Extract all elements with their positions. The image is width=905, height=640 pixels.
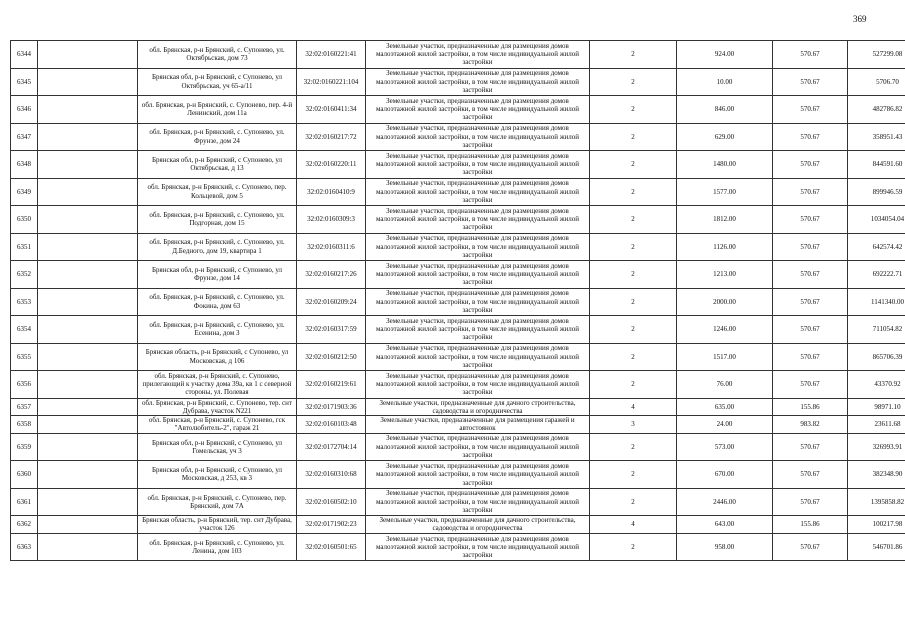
area-cell: 573.00 (677, 433, 773, 461)
cadastral-number-cell: 32:02:0160501:65 (297, 533, 366, 561)
rate-cell: 570.67 (773, 123, 848, 151)
blank-cell (38, 288, 138, 316)
land-use-cell: Земельные участки, предназначенные для размещения домов малоэтажной жилой застройки, в том числе индивидуальной жилой застройки (366, 533, 590, 561)
table-row (11, 343, 905, 371)
cadastral-value-cell: 43370.92 (848, 371, 905, 399)
area-cell: 958.00 (677, 533, 773, 561)
address-cell: Брянская область, р-н Брянский, с Супонево, ул Московская, д 106 (138, 343, 297, 371)
rate-cell: 570.67 (773, 178, 848, 206)
cadastral-number-cell: 32:02:0160221:104 (297, 68, 366, 96)
blank-cell (38, 398, 138, 416)
rate-cell: 570.67 (773, 371, 848, 399)
row-number: 6356 (11, 371, 38, 399)
group-code-cell: 4 (590, 516, 677, 534)
cadastral-number-cell: 32:02:0171903:36 (297, 398, 366, 416)
row-number: 6347 (11, 123, 38, 151)
row-number: 6362 (11, 516, 38, 534)
rate-cell: 155.86 (773, 516, 848, 534)
blank-cell (38, 533, 138, 561)
blank-cell (38, 461, 138, 489)
area-cell: 1517.00 (677, 343, 773, 371)
table-row (11, 398, 905, 416)
table-row (11, 68, 905, 96)
table-row (11, 371, 905, 399)
blank-cell (38, 371, 138, 399)
table-row (11, 416, 905, 434)
cadastral-number-cell: 32:02:0160217:72 (297, 123, 366, 151)
land-use-cell: Земельные участки, предназначенные для размещения домов малоэтажной жилой застройки, в том числе индивидуальной жилой застройки (366, 41, 590, 69)
cadastral-value-cell: 482786.82 (848, 96, 905, 124)
rate-cell: 570.67 (773, 533, 848, 561)
address-cell: обл. Брянская, р-н Брянский, с. Супонево, ул. Фокина, дом 63 (138, 288, 297, 316)
address-cell: обл. Брянская, р-н Брянский, с. Супонево, ул. Есенина, дом 3 (138, 316, 297, 344)
address-cell: обл. Брянская, р-н Брянский, с. Супонево, ул. Д.Бедного, дом 19, квартира 1 (138, 233, 297, 261)
table-row (11, 488, 905, 516)
cadastral-value-cell: 326993.91 (848, 433, 905, 461)
row-number: 6358 (11, 416, 38, 434)
area-cell: 1812.00 (677, 206, 773, 234)
row-number: 6353 (11, 288, 38, 316)
group-code-cell: 4 (590, 398, 677, 416)
group-code-cell: 3 (590, 416, 677, 434)
group-code-cell: 2 (590, 533, 677, 561)
cadastral-value-cell: 1395858.82 (848, 488, 905, 516)
cadastral-value-cell: 527299.08 (848, 41, 905, 69)
cadastral-value-cell: 642574.42 (848, 233, 905, 261)
rate-cell: 570.67 (773, 433, 848, 461)
area-cell: 1577.00 (677, 178, 773, 206)
land-use-cell: Земельные участки, предназначенные для размещения домов малоэтажной жилой застройки, в том числе индивидуальной жилой застройки (366, 178, 590, 206)
address-cell: Брянская обл, р-н Брянский, с Супонево, ул Октябрьская, д 13 (138, 151, 297, 179)
land-use-cell: Земельные участки, предназначенные для размещения гаражей и автостоянок (366, 416, 590, 434)
table-row (11, 123, 905, 151)
cadastral-value-cell: 382348.90 (848, 461, 905, 489)
table-row (11, 41, 905, 69)
blank-cell (38, 41, 138, 69)
blank-cell (38, 488, 138, 516)
group-code-cell: 2 (590, 206, 677, 234)
blank-cell (38, 206, 138, 234)
rate-cell: 570.67 (773, 343, 848, 371)
group-code-cell: 2 (590, 68, 677, 96)
cadastral-value-cell: 844591.60 (848, 151, 905, 179)
area-cell: 1213.00 (677, 261, 773, 289)
group-code-cell: 2 (590, 233, 677, 261)
blank-cell (38, 433, 138, 461)
blank-cell (38, 233, 138, 261)
cadastral-number-cell: 32:02:0160209:24 (297, 288, 366, 316)
table-row (11, 96, 905, 124)
cadastral-number-cell: 32:02:0160219:61 (297, 371, 366, 399)
group-code-cell: 2 (590, 433, 677, 461)
address-cell: Брянская область, р-н Брянский, тер. снт Дубрава, участок 126 (138, 516, 297, 534)
cadastral-value-cell: 899946.59 (848, 178, 905, 206)
group-code-cell: 2 (590, 261, 677, 289)
cadastral-number-cell: 32:02:0160221:41 (297, 41, 366, 69)
address-cell: обл. Брянская, р-н Брянский, с. Супонево, гск "Автолюбитель-2", гараж 21 (138, 416, 297, 434)
address-cell: обл. Брянская, р-н Брянский, с. Супонево, тер. снт Дубрава, участок N221 (138, 398, 297, 416)
rate-cell: 570.67 (773, 41, 848, 69)
row-number: 6363 (11, 533, 38, 561)
table-row (11, 316, 905, 344)
cadastral-value-cell: 5706.70 (848, 68, 905, 96)
area-cell: 924.00 (677, 41, 773, 69)
table-row (11, 461, 905, 489)
cadastral-value-cell: 711054.82 (848, 316, 905, 344)
land-use-cell: Земельные участки, предназначенные для размещения домов малоэтажной жилой застройки, в том числе индивидуальной жилой застройки (366, 343, 590, 371)
row-number: 6348 (11, 151, 38, 179)
cadastral-value-cell: 100217.98 (848, 516, 905, 534)
rate-cell: 570.67 (773, 316, 848, 344)
blank-cell (38, 178, 138, 206)
cadastral-value-cell: 865706.39 (848, 343, 905, 371)
address-cell: Брянская обл, р-н Брянский, с Супонево, ул Московская, д 253, кв 3 (138, 461, 297, 489)
area-cell: 1480.00 (677, 151, 773, 179)
group-code-cell: 2 (590, 178, 677, 206)
table-row (11, 151, 905, 179)
row-number: 6349 (11, 178, 38, 206)
cadastral-value-cell: 23611.68 (848, 416, 905, 434)
rate-cell: 983.82 (773, 416, 848, 434)
blank-cell (38, 123, 138, 151)
group-code-cell: 2 (590, 343, 677, 371)
group-code-cell: 2 (590, 96, 677, 124)
cadastral-value-cell: 358951.43 (848, 123, 905, 151)
blank-cell (38, 416, 138, 434)
row-number: 6346 (11, 96, 38, 124)
cadastral-number-cell: 32:02:0160309:3 (297, 206, 366, 234)
cadastral-number-cell: 32:02:0171902:23 (297, 516, 366, 534)
cadastral-number-cell: 32:02:0160310:68 (297, 461, 366, 489)
row-number: 6351 (11, 233, 38, 261)
rate-cell: 570.67 (773, 96, 848, 124)
row-number: 6354 (11, 316, 38, 344)
address-cell: обл. Брянская, р-н Брянский, с. Супонево, ул. Подгорная, дом 15 (138, 206, 297, 234)
rate-cell: 570.67 (773, 461, 848, 489)
address-cell: обл. Брянская, р-н Брянский, с. Супонево, пер. Брянский, дом 7А (138, 488, 297, 516)
address-cell: обл. Брянская, р-н Брянский, с. Супонево, ул. Октябрьская, дом 73 (138, 41, 297, 69)
table-row (11, 433, 905, 461)
table-row (11, 533, 905, 561)
group-code-cell: 2 (590, 461, 677, 489)
land-use-cell: Земельные участки, предназначенные для размещения домов малоэтажной жилой застройки, в том числе индивидуальной жилой застройки (366, 488, 590, 516)
address-cell: Брянская обл, р-н Брянский, с Супонево, ул Фрунзе, дом 14 (138, 261, 297, 289)
blank-cell (38, 96, 138, 124)
rate-cell: 570.67 (773, 151, 848, 179)
cadastral-number-cell: 32:02:0160410:9 (297, 178, 366, 206)
area-cell: 846.00 (677, 96, 773, 124)
page-number: 369 (853, 14, 867, 24)
cadastral-number-cell: 32:02:0160317:59 (297, 316, 366, 344)
area-cell: 2000.00 (677, 288, 773, 316)
rate-cell: 570.67 (773, 233, 848, 261)
table-row (11, 261, 905, 289)
group-code-cell: 2 (590, 316, 677, 344)
group-code-cell: 2 (590, 123, 677, 151)
rate-cell: 570.67 (773, 68, 848, 96)
table-row (11, 288, 905, 316)
group-code-cell: 2 (590, 151, 677, 179)
cadastral-number-cell: 32:02:0160411:34 (297, 96, 366, 124)
rate-cell: 570.67 (773, 206, 848, 234)
cadastral-number-cell: 32:02:0160212:50 (297, 343, 366, 371)
blank-cell (38, 261, 138, 289)
land-use-cell: Земельные участки, предназначенные для размещения домов малоэтажной жилой застройки, в том числе индивидуальной жилой застройки (366, 68, 590, 96)
row-number: 6352 (11, 261, 38, 289)
address-cell: обл. Брянская, р-н Брянский, с. Супонево, прилегающий к участку дома 39а, кв 1 с северной стороны, ул. Полевая (138, 371, 297, 399)
area-cell: 76.00 (677, 371, 773, 399)
rate-cell: 570.67 (773, 288, 848, 316)
table-body (11, 41, 905, 561)
cadastral-number-cell: 32:02:0160217:26 (297, 261, 366, 289)
address-cell: Брянская обл, р-н Брянский, с Супонево, ул Октябрьская, уч 65-а/11 (138, 68, 297, 96)
area-cell: 635.00 (677, 398, 773, 416)
address-cell: обл. Брянская, р-н Брянский, с. Супонево, ул. Фрунзе, дом 24 (138, 123, 297, 151)
address-cell: обл. Брянская, р-н Брянский, с. Супонево, ул. Ленина, дом 103 (138, 533, 297, 561)
land-registry-table (10, 40, 905, 561)
area-cell: 2446.00 (677, 488, 773, 516)
row-number: 6359 (11, 433, 38, 461)
area-cell: 24.00 (677, 416, 773, 434)
land-use-cell: Земельные участки, предназначенные для размещения домов малоэтажной жилой застройки, в том числе индивидуальной жилой застройки (366, 461, 590, 489)
row-number: 6361 (11, 488, 38, 516)
rate-cell: 570.67 (773, 488, 848, 516)
table-row (11, 206, 905, 234)
blank-cell (38, 343, 138, 371)
land-use-cell: Земельные участки, предназначенные для размещения домов малоэтажной жилой застройки, в том числе индивидуальной жилой застройки (366, 316, 590, 344)
land-use-cell: Земельные участки, предназначенные для размещения домов малоэтажной жилой застройки, в том числе индивидуальной жилой застройки (366, 371, 590, 399)
land-use-cell: Земельные участки, предназначенные для размещения домов малоэтажной жилой застройки, в том числе индивидуальной жилой застройки (366, 288, 590, 316)
land-use-cell: Земельные участки, предназначенные для дачного строительства, садоводства и огородничества (366, 398, 590, 416)
land-use-cell: Земельные участки, предназначенные для размещения домов малоэтажной жилой застройки, в том числе индивидуальной жилой застройки (366, 206, 590, 234)
area-cell: 1126.00 (677, 233, 773, 261)
area-cell: 10.00 (677, 68, 773, 96)
land-use-cell: Земельные участки, предназначенные для размещения домов малоэтажной жилой застройки, в том числе индивидуальной жилой застройки (366, 151, 590, 179)
cadastral-number-cell: 32:02:0172704:14 (297, 433, 366, 461)
rate-cell: 155.86 (773, 398, 848, 416)
land-use-cell: Земельные участки, предназначенные для размещения домов малоэтажной жилой застройки, в том числе индивидуальной жилой застройки (366, 123, 590, 151)
area-cell: 670.00 (677, 461, 773, 489)
row-number: 6350 (11, 206, 38, 234)
land-use-cell: Земельные участки, предназначенные для дачного строительства, садоводства и огородничества (366, 516, 590, 534)
row-number: 6360 (11, 461, 38, 489)
area-cell: 1246.00 (677, 316, 773, 344)
group-code-cell: 2 (590, 41, 677, 69)
blank-cell (38, 516, 138, 534)
blank-cell (38, 151, 138, 179)
blank-cell (38, 68, 138, 96)
row-number: 6357 (11, 398, 38, 416)
land-use-cell: Земельные участки, предназначенные для размещения домов малоэтажной жилой застройки, в том числе индивидуальной жилой застройки (366, 233, 590, 261)
cadastral-number-cell: 32:02:0160502:10 (297, 488, 366, 516)
rate-cell: 570.67 (773, 261, 848, 289)
group-code-cell: 2 (590, 288, 677, 316)
blank-cell (38, 316, 138, 344)
table-row (11, 178, 905, 206)
group-code-cell: 2 (590, 488, 677, 516)
land-use-cell: Земельные участки, предназначенные для размещения домов малоэтажной жилой застройки, в том числе индивидуальной жилой застройки (366, 96, 590, 124)
cadastral-value-cell: 1141340.00 (848, 288, 905, 316)
cadastral-value-cell: 98971.10 (848, 398, 905, 416)
group-code-cell: 2 (590, 371, 677, 399)
land-use-cell: Земельные участки, предназначенные для размещения домов малоэтажной жилой застройки, в том числе индивидуальной жилой застройки (366, 261, 590, 289)
row-number: 6345 (11, 68, 38, 96)
cadastral-value-cell: 692222.71 (848, 261, 905, 289)
cadastral-value-cell: 546701.86 (848, 533, 905, 561)
address-cell: Брянская обл, р-н Брянский, с Супонево, ул Гомельская, уч 3 (138, 433, 297, 461)
area-cell: 629.00 (677, 123, 773, 151)
table-row (11, 233, 905, 261)
table-row (11, 516, 905, 534)
area-cell: 643.00 (677, 516, 773, 534)
cadastral-value-cell: 1034054.04 (848, 206, 905, 234)
address-cell: обл. Брянская, р-н Брянский, с. Супонево, пер. 4-й Ленинский, дом 11а (138, 96, 297, 124)
row-number: 6355 (11, 343, 38, 371)
row-number: 6344 (11, 41, 38, 69)
cadastral-number-cell: 32:02:0160103:48 (297, 416, 366, 434)
cadastral-number-cell: 32:02:0160311:6 (297, 233, 366, 261)
cadastral-number-cell: 32:02:0160220:11 (297, 151, 366, 179)
land-use-cell: Земельные участки, предназначенные для размещения домов малоэтажной жилой застройки, в том числе индивидуальной жилой застройки (366, 433, 590, 461)
address-cell: обл. Брянская, р-н Брянский, с. Супонево, пер. Кольцевой, дом 5 (138, 178, 297, 206)
